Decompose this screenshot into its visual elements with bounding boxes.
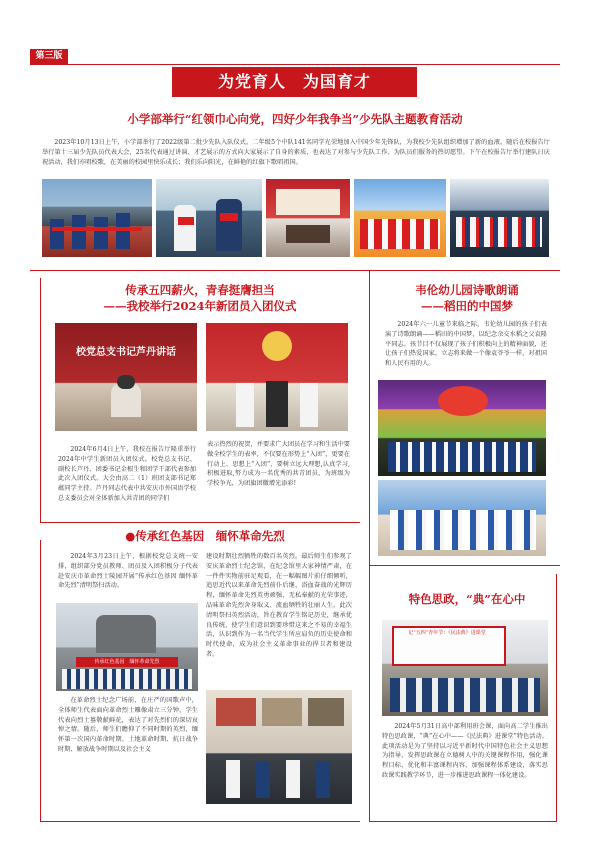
article5-frame-right [556, 574, 557, 821]
divider-right [369, 565, 560, 566]
article3-frame-left [40, 540, 41, 822]
screen-text: 记“五四”青年节：《民法典》进课堂 [408, 630, 486, 636]
photo-scarf-tying [156, 179, 262, 257]
article2-frame-left [40, 278, 41, 522]
article3-frame-bottom [40, 821, 360, 822]
photo-performance [354, 179, 446, 257]
section-tag: 第三版 [30, 49, 68, 64]
photo-stage-hall [266, 179, 350, 257]
article4-title-line1: 韦伦幼儿园诗歌朗诵 [415, 283, 519, 297]
article5-frame-bottom [369, 821, 557, 822]
photo-party-secretary [55, 323, 197, 431]
photo-martyr-monument [56, 603, 198, 691]
article3-body-left: 2024年3月23日上午，根据校党总支统一安排，组织部分党员教师、团员及入团积极分子代表赴安庆市革命烈士陵园开展“传承红色基因 缅怀革命先烈”清明祭扫活动。 [58, 553, 198, 590]
article1-body: 2023年10月13日上午，小学部举行了2022级第二批少先队入队仪式。二年级5个中队141名同学光荣地加入中国少年先锋队，为我校少先队组织增加了新的血液。随后在校报告厅举行第十三届少先队员代表大会，25名代表通过讲演、才艺展示的方式向大家展示了自身的素质，也表达了对参与少先队工作、为队员们服务的热切愿望。下午在校报告厅举行建队日庆祝活动，我们亦唱校歌，在美丽的校园里快乐成长；我们乐向阳光，在鲜艳的红旗下歌唱祖国。 [42, 139, 550, 166]
bullet-icon: ● [125, 529, 136, 543]
photo-flag-ceremony [42, 179, 152, 257]
article2-frame-bottom [40, 522, 360, 523]
article3-body-left2: 在革命烈士纪念广场前，在庄严的国歌声中，全体师生代表面向革命烈士雕像肃立三分钟，学生代表向烈士墓敬献鲜花，表达了对先烈们的深切哀悼之情。随后，师生们瞻仰了不同时期的英烈，缅怀第一次国内革命时期、土地革命时期、抗日战争时期、解放战争时期以及社会主义 [58, 697, 198, 753]
photo-caption: 校党总支书记芦丹讲话 [76, 347, 176, 358]
article3-body-right: 建设时期壮烈牺牲的数百名英烈。最后师生们参观了安庆革命烈士纪念馆，在纪念馆里大家神情严肃，在一件件实物前驻足观看，在一幅幅图片前仔细倾听，追思近代以来革命先烈前仆后继、浴血奋战的光辉历程，缅怀革命先烈英勇顽强、无私奉献的光荣事迹，品味革命先烈舍身取义、流血牺牲的壮丽人生。此次清明祭扫英烈活动，旨在教育学生铭记历史，继承优良传统，使学生们意识到要珍惜这来之不易的幸福生活，认识到作为一名当代学生所应肩负的历史使命和时代使命，成为社会主义革命事业的捍卫者和建设者。 [206, 553, 352, 658]
article2-title-line1: 传承五四薪火，青春挺膺担当 [125, 283, 275, 297]
article4-title-line2: ——稻田的中国梦 [421, 299, 513, 313]
divider-vertical [369, 270, 370, 821]
article3-title-text: 传承红色基因 缅怀革命先烈 [135, 529, 285, 543]
article1-title: 小学部举行“红领巾心向党，四好少年我争当”少先队主题教育活动 [127, 112, 463, 126]
photo-school-choir [450, 179, 549, 257]
photo-banner-text: 传承红色基因 缅怀革命先烈 [76, 657, 178, 667]
photo-law-class [382, 620, 548, 716]
photo-poetry-stage [378, 380, 546, 476]
article3-title [100, 529, 310, 543]
top-rule [30, 64, 560, 65]
photo-memorial-hall [206, 690, 352, 804]
article5-title: 特色思政，“典”在心中 [408, 592, 526, 606]
article2-body-right: 表示热烈的祝贺，并要求广大团员在学习和生活中要做全校学生的表率，不仅要在形势上“入团”，更要在行动上、思想上“入团”，要树立远大理想,认真学习,积极进取,努力成为一名优秀的共青团员，为班级为学校争光，为团旗团徽增光添彩! [207, 441, 350, 488]
article2-title-line2: ——我校举行2024年新团员入团仪式 [103, 299, 297, 313]
banner-title: 为党育人 为国育才 [172, 67, 417, 97]
photo-kids-recital [378, 480, 546, 556]
article5-body: 2024年5月31日高中部利用班会课，面向高二学生推出特色思政课，“典”在心中——《民法典》进课堂”特色活动。此项活动是为了坚持以习近平新时代中国特色社会主义思想为指导，发挥思政课在立德树人中的关键课程作用，强化课程目标，优化和丰富课程内容，加强课程体系建设，落实思政课实践教学环节，进一步推进思政课程一体化建设。 [382, 723, 548, 779]
photo-oath-ceremony [206, 323, 348, 431]
article4-body: 2024年六一儿童节来临之际，韦伦幼儿园的孩子们表演了诗歌朗诵——稻田的中国梦，以纪念余交水稻之父袁隆平同志。孩节目不仅展现了孩子们积极向上的精神面貌，还让孩子们热爱国家，立志将来做一个像袁爷爷一样，对祖国和人民有用的人。 [385, 321, 547, 368]
article2-body-left: 2024年6月4日上午，我校在报告厅隆重举行2024年中学生新团员入团仪式。校党总支书记、副校长芦丹、团委书记金根生和团学干部代表参加此次入团仪式。大会由高二（1）班团支部书记郑蕴同学主持。芦丹同志代表中共安庆市外国语学校总支委员会对全体新加入共青团的同学们 [58, 446, 196, 502]
divider-1 [30, 270, 560, 271]
